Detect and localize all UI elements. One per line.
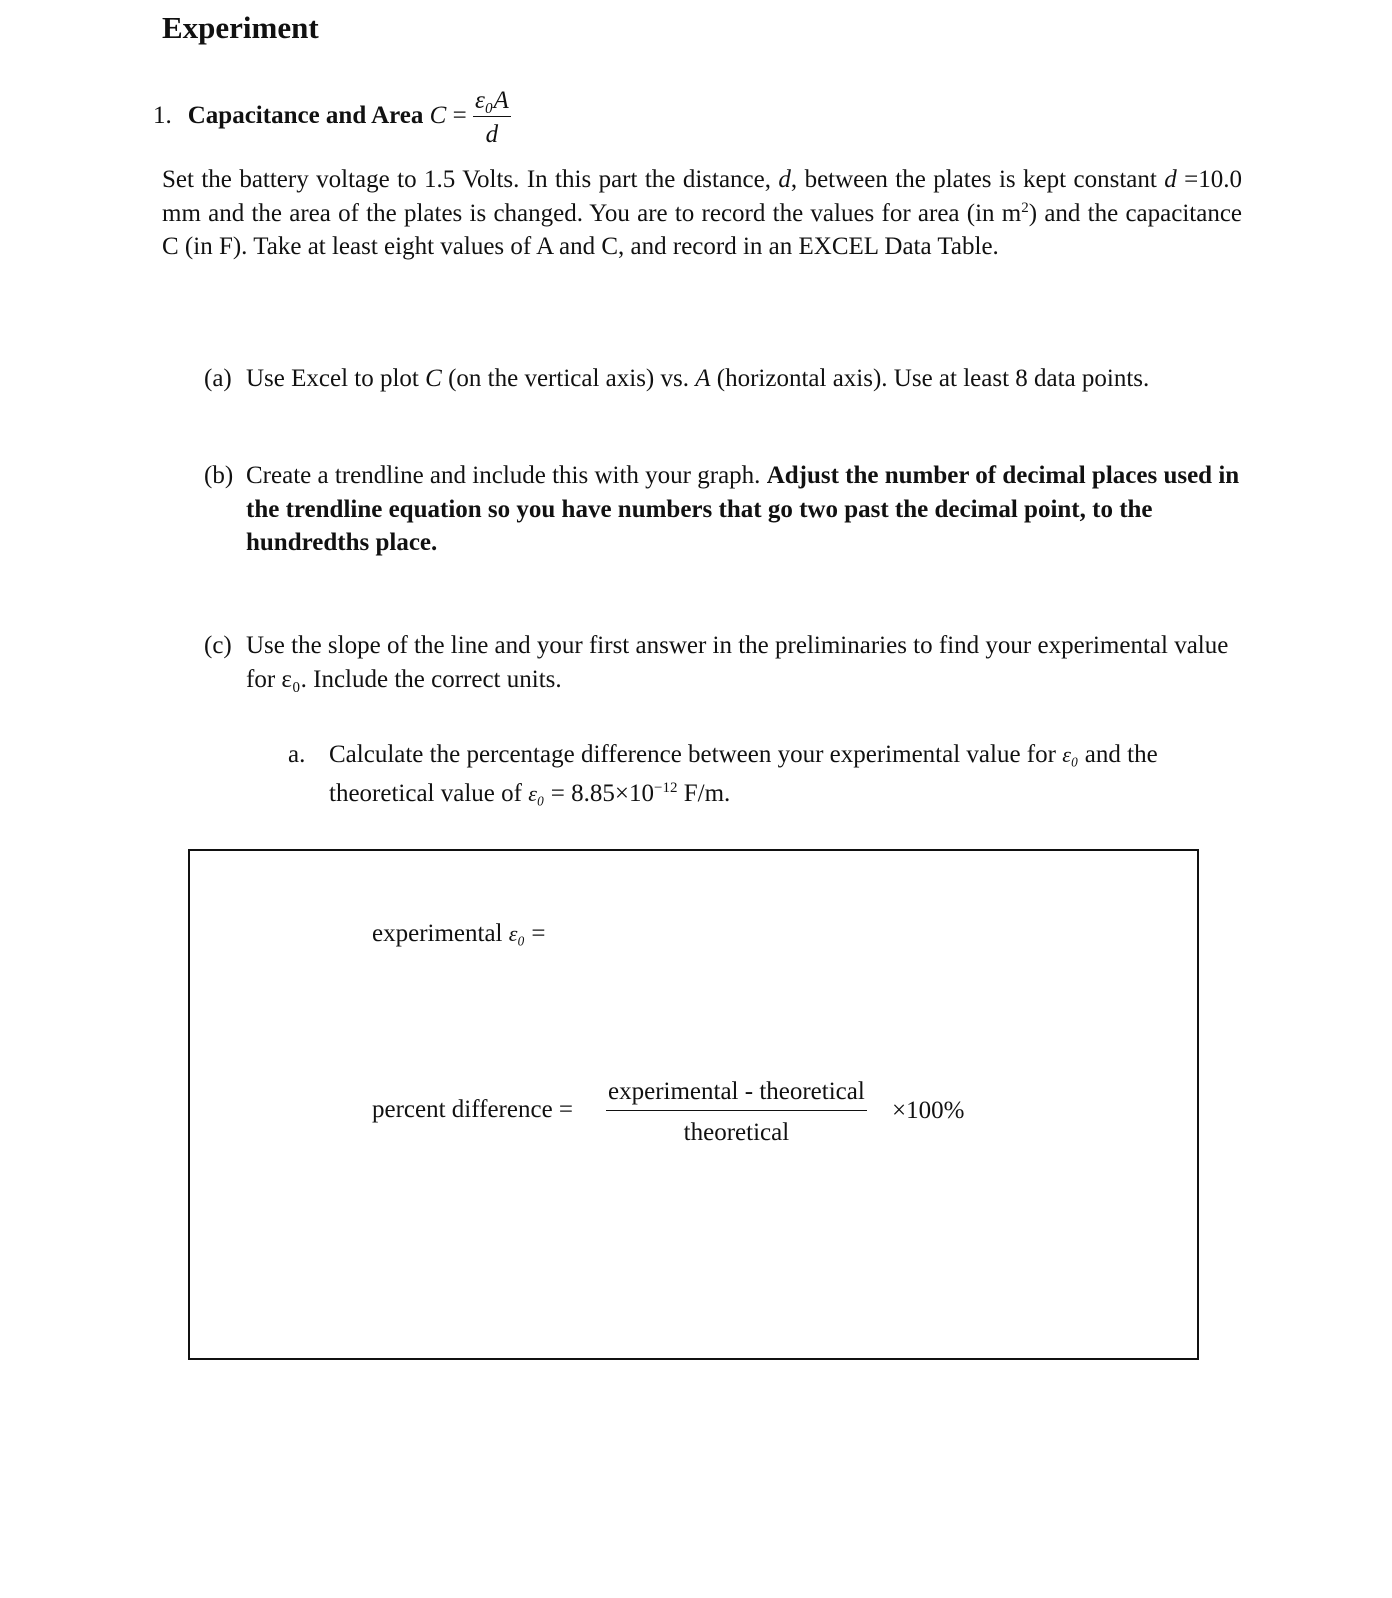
- item-text: Use the slope of the line and your first answer in the preliminaries to find your experimental value for ε₀. Include the correct units.: [246, 632, 1229, 693]
- pd-denominator: theoretical: [683, 1119, 790, 1146]
- item-label: (b): [204, 462, 234, 489]
- item-a: [204, 362, 1242, 396]
- item-b: [204, 459, 1242, 560]
- item-text: Use Excel to plot C (on the vertical axis) vs. A (horizontal axis). Use at least 8 data points.: [246, 365, 1150, 392]
- subitem-text: Calculate the percentage difference between your experimental value for ε₀ and the theoretical value of $\varepsilon_0 = 8.85\times 10^{-12}$ F/m.: [329, 741, 1158, 807]
- intro-text: Set the battery voltage to 1.5 Volts. In this part the distance,: [162, 166, 779, 193]
- subitem-a: [288, 735, 1242, 813]
- item-label: (a): [204, 365, 232, 392]
- section-number: 1.: [153, 102, 172, 130]
- formula-numerator: ε₀A: [473, 88, 511, 117]
- section-heading: [153, 88, 511, 147]
- intro-text: , between the plates is kept constant: [790, 166, 1165, 193]
- item-c: [204, 629, 1242, 696]
- intro-paragraph: [162, 163, 1242, 264]
- subitem-label: a.: [288, 741, 306, 768]
- intro-d: d: [1164, 166, 1177, 193]
- percent-multiplier: ×100%: [892, 1097, 965, 1124]
- capacitance-formula: [473, 88, 511, 147]
- item-text: Create a trendline and include this with your graph. Adjust the number of decimal places used in the trendline equation so you have numbers that go two past the decimal point, to the hundredths place.: [246, 462, 1240, 556]
- intro-text: =10.0 mm and the area of the plates is changed. You are to record the values for area (in m: [162, 166, 1242, 227]
- experimental-epsilon-label: experimental ε₀ =: [372, 920, 546, 947]
- formula-lhs: C: [429, 102, 447, 130]
- section-title: Capacitance and Area: [187, 102, 424, 130]
- intro-text: ) and the capacitance C (in F). Take at least eight values of A and C, and record in an EXCEL Data Table.: [162, 199, 1243, 260]
- percent-difference-fraction: [606, 1078, 867, 1147]
- formula-equals: =: [452, 102, 467, 130]
- intro-superscript: 2: [1021, 199, 1029, 216]
- intro-d: d: [778, 166, 791, 193]
- page-title: Experiment: [162, 10, 319, 45]
- percent-difference-label: percent difference =: [372, 1096, 574, 1123]
- item-label: (c): [204, 632, 232, 659]
- pd-numerator: experimental - theoretical: [606, 1078, 867, 1111]
- formula-denominator: d: [485, 121, 499, 148]
